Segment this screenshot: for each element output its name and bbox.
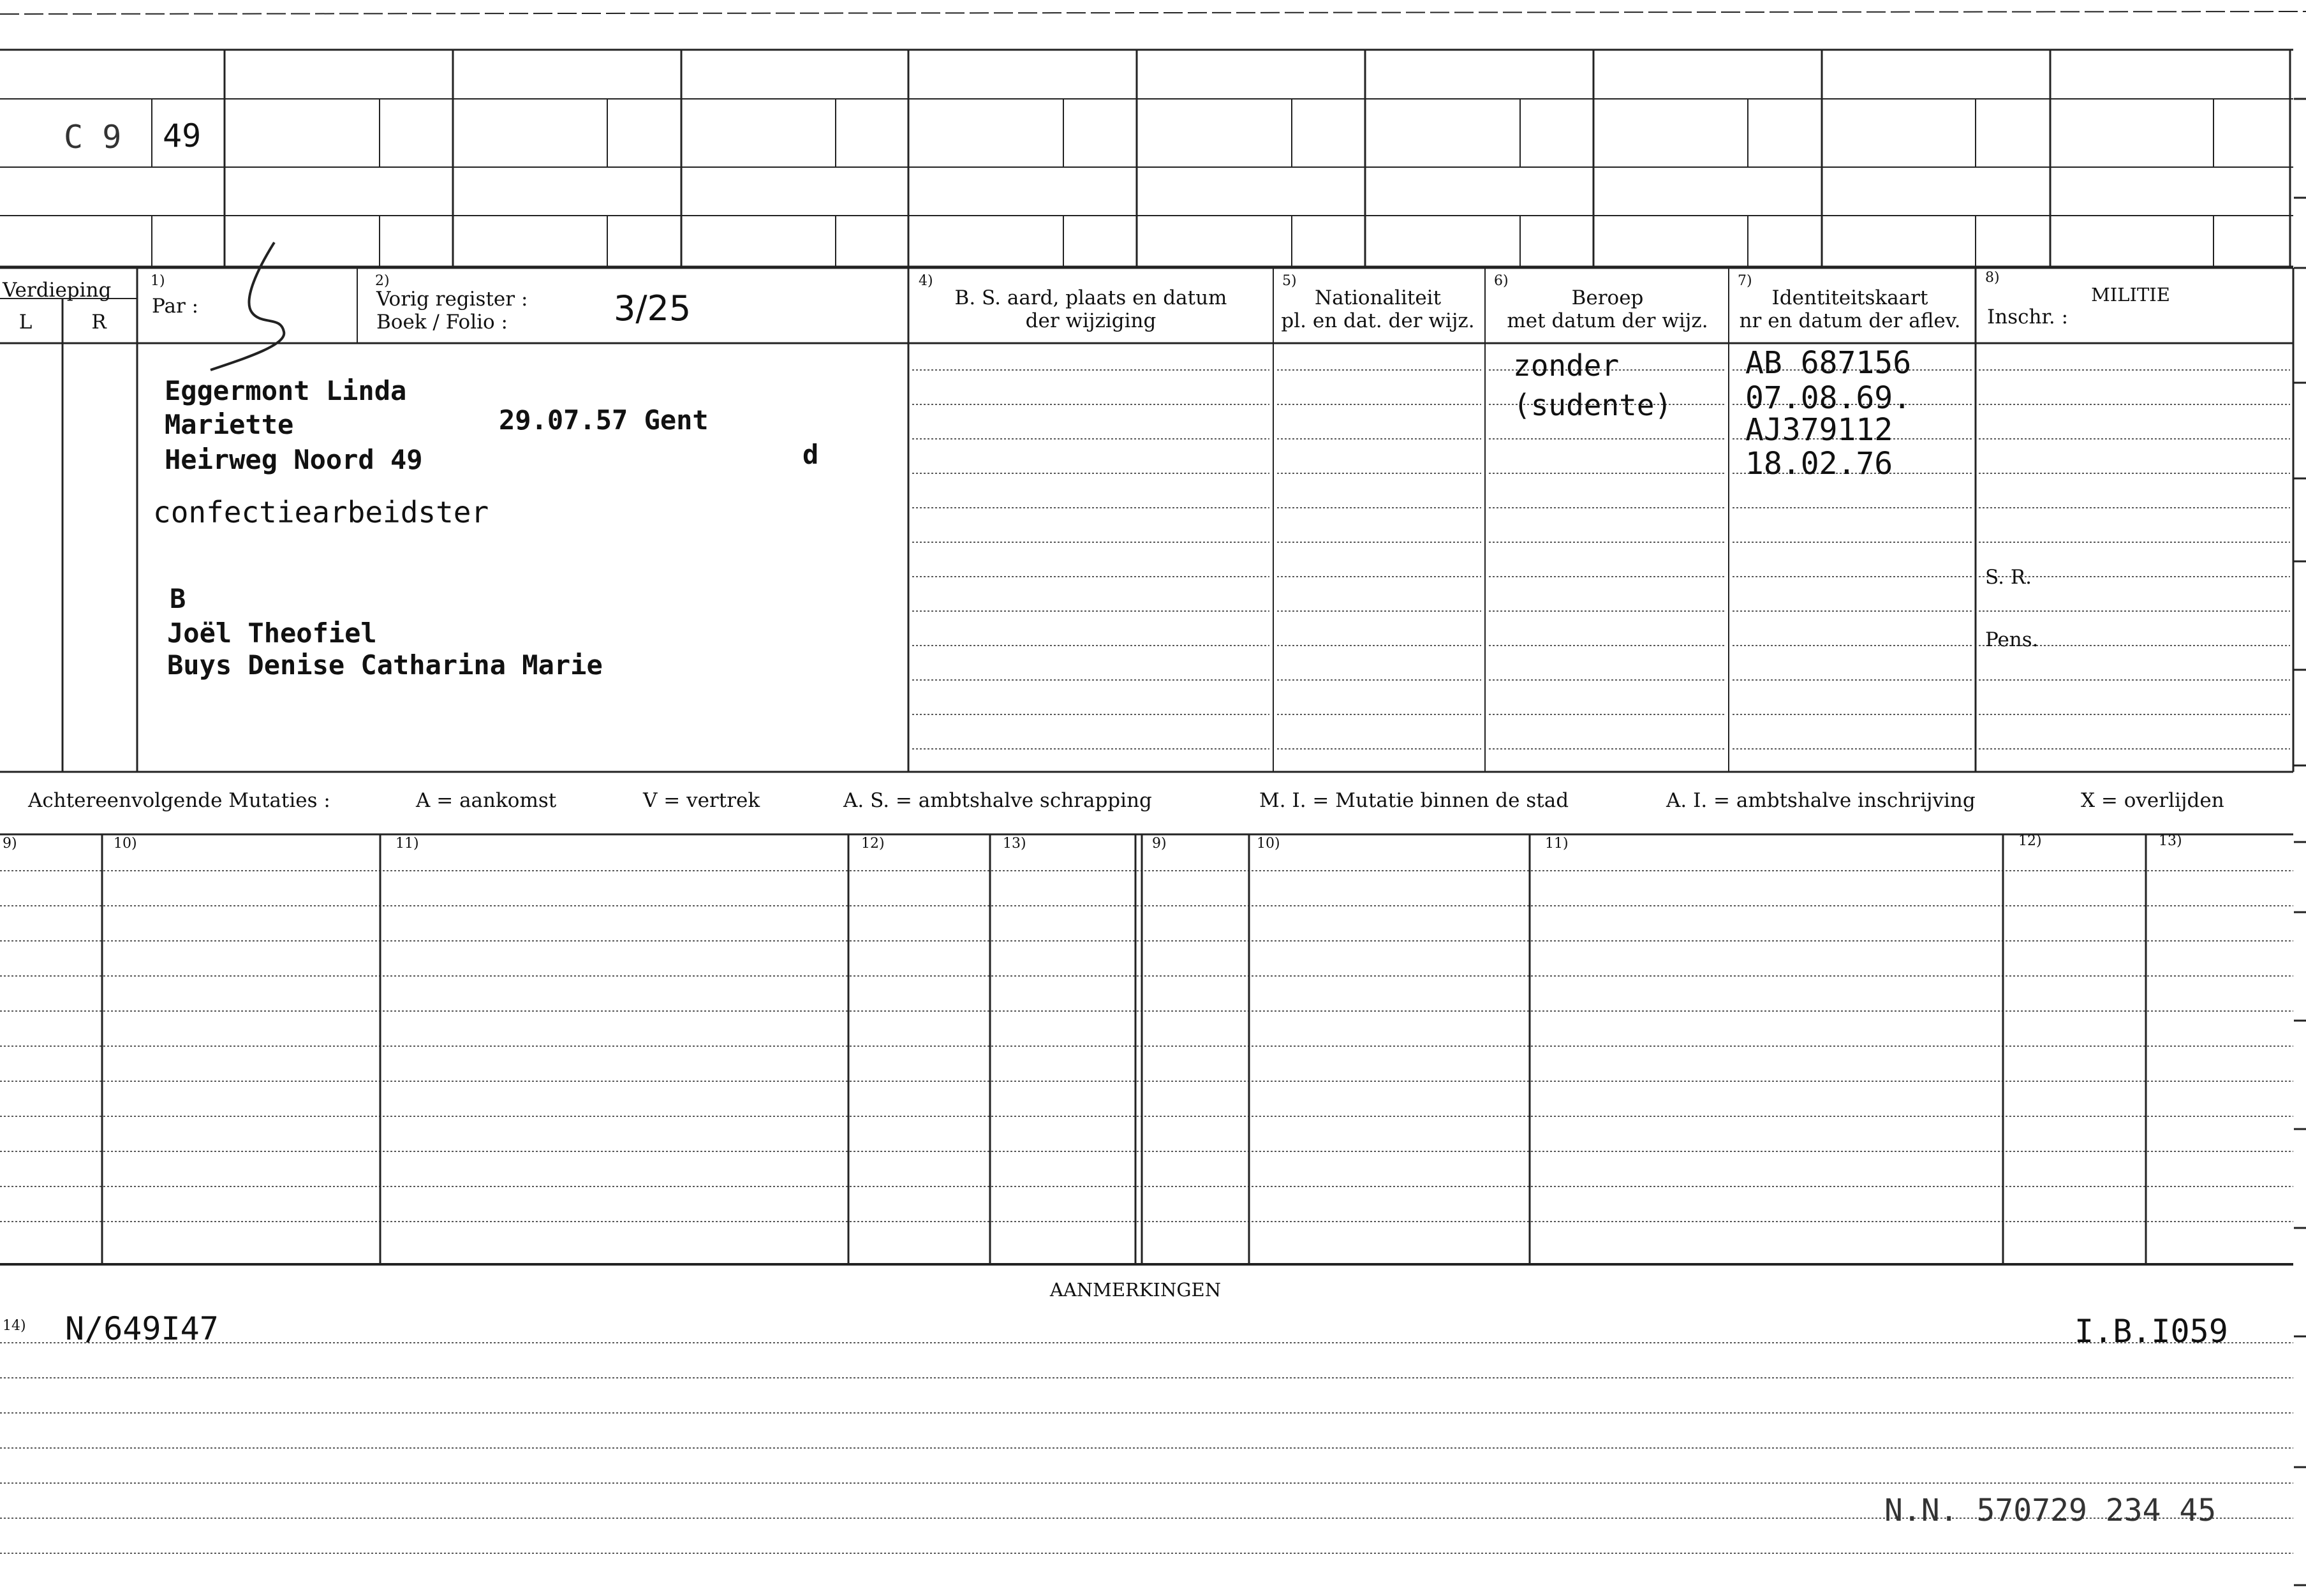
par-label: Par : bbox=[152, 295, 199, 318]
vorig-register-label: Vorig register : bbox=[376, 288, 528, 311]
mutation-left-col10: 10) bbox=[114, 836, 137, 852]
father-name: Joël Theofiel bbox=[167, 617, 377, 649]
legend-ambtshalve-inschrijving: A. I. = ambtshalve inschrijving bbox=[1666, 789, 1976, 812]
id-date-2: 18.02.76 bbox=[1745, 446, 1893, 482]
col7-label-line1: Identiteitskaart bbox=[1771, 286, 1928, 309]
verdieping-right-label: R bbox=[91, 311, 107, 334]
mutation-left-col11: 11) bbox=[395, 836, 419, 852]
mutation-right-col12: 12) bbox=[2018, 833, 2042, 849]
legend-vertrek: V = vertrek bbox=[643, 789, 760, 812]
person-birth: 29.07.57 Gent bbox=[499, 404, 709, 436]
col6-number: 6) bbox=[1494, 273, 1509, 289]
verdieping-left-label: L bbox=[18, 311, 33, 334]
legend-aankomst: A = aankomst bbox=[416, 789, 557, 812]
pen-stroke-mark bbox=[211, 242, 284, 370]
col7-label-line2: nr en datum der aflev. bbox=[1739, 309, 1961, 332]
col5-label-line1: Nationaliteit bbox=[1314, 286, 1442, 309]
mutation-left-col12: 12) bbox=[861, 836, 885, 852]
col4-number: 4) bbox=[919, 273, 933, 289]
mutation-right-col10: 10) bbox=[1257, 836, 1280, 852]
legend-mutatie-binnen-stad: M. I. = Mutatie binnen de stad bbox=[1259, 789, 1569, 812]
vorig-register-value: 3/25 bbox=[614, 288, 691, 329]
col5-label-line2: pl. en dat. der wijz. bbox=[1281, 309, 1475, 332]
person-address: Heirweg Noord 49 bbox=[165, 444, 423, 475]
parents-marker: B bbox=[170, 583, 186, 614]
col5-number: 5) bbox=[1282, 273, 1297, 289]
col6-label-line1: Beroep bbox=[1571, 286, 1644, 309]
person-name-line2: Mariette bbox=[165, 409, 294, 440]
remarks-code: N/649I47 bbox=[65, 1310, 219, 1347]
militie-title: MILITIE bbox=[2091, 284, 2170, 306]
beroep-line1: zonder bbox=[1513, 348, 1620, 383]
verdieping-label: Verdieping bbox=[3, 279, 112, 302]
id-date-1: 07.08.69. bbox=[1745, 380, 1912, 416]
mother-name: Buys Denise Catharina Marie bbox=[167, 649, 603, 681]
par-number: 1) bbox=[151, 273, 165, 289]
boek-folio-label: Boek / Folio : bbox=[376, 311, 508, 334]
person-name-line1: Eggermont Linda bbox=[165, 375, 407, 406]
person-occupation: confectiearbeidster bbox=[153, 495, 489, 529]
legend-title: Achtereenvolgende Mutaties : bbox=[28, 789, 330, 812]
legend-ambtshalve-schrapping: A. S. = ambtshalve schrapping bbox=[843, 789, 1152, 812]
national-number: N.N. 570729 234 45 bbox=[1884, 1493, 2217, 1528]
house-number-right: 49 bbox=[163, 117, 202, 154]
mutation-right-col13: 13) bbox=[2159, 833, 2182, 849]
col7-number: 7) bbox=[1738, 273, 1752, 289]
remarks-ib-reference: I.B.I059 bbox=[2074, 1313, 2228, 1350]
house-number-left: C 9 bbox=[64, 119, 122, 156]
vorig-register-number: 2) bbox=[375, 273, 390, 289]
remarks-number: 14) bbox=[3, 1318, 26, 1334]
scan-edge-line bbox=[0, 11, 2306, 14]
mutation-left-col13: 13) bbox=[1003, 836, 1026, 852]
mutation-right-col11: 11) bbox=[1545, 836, 1569, 852]
col6-label-line2: met datum der wijz. bbox=[1507, 309, 1708, 332]
beroep-line2: (sudente) bbox=[1513, 388, 1673, 422]
col4-label-line1: B. S. aard, plaats en datum bbox=[954, 286, 1227, 309]
person-mark-d: d bbox=[802, 439, 819, 470]
col4-label-line2: der wijziging bbox=[1025, 309, 1157, 332]
col8-number: 8) bbox=[1985, 270, 2000, 286]
militie-pens-label: Pens. bbox=[1985, 628, 2039, 651]
militie-inschr-label: Inschr. : bbox=[1987, 306, 2069, 329]
mutation-left-col9: 9) bbox=[3, 836, 17, 852]
mutation-right-col9: 9) bbox=[1152, 836, 1167, 852]
id-card-1: AB 687156 bbox=[1745, 345, 1912, 381]
remarks-title: AANMERKINGEN bbox=[1049, 1279, 1222, 1301]
militie-sr-label: S. R. bbox=[1985, 566, 2032, 589]
id-card-2: AJ379112 bbox=[1745, 412, 1893, 448]
legend-overlijden: X = overlijden bbox=[2081, 789, 2224, 812]
